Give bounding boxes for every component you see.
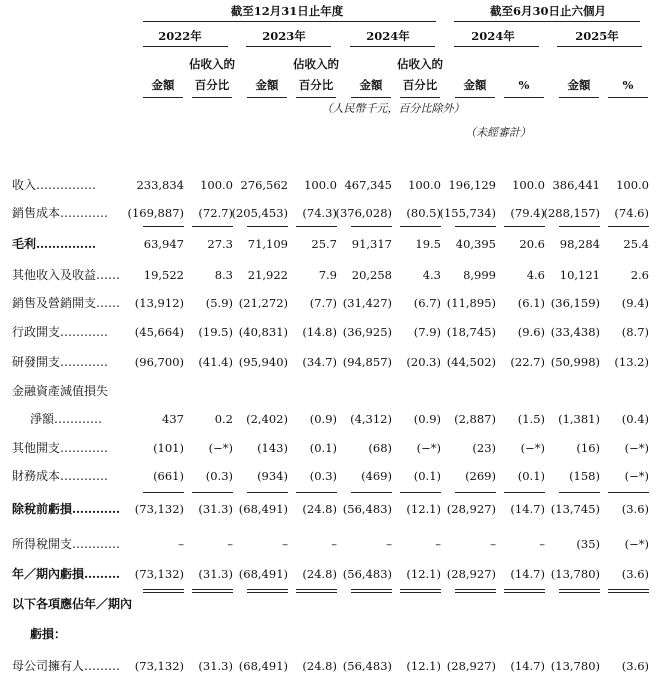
row-cell: (5.9) xyxy=(205,296,233,310)
row-cell: (31.3) xyxy=(198,659,233,673)
row-cell: (14.8) xyxy=(302,325,337,339)
col-pct-2022-l1: 佔收入的 xyxy=(189,57,235,71)
row-cell: (7.9) xyxy=(413,325,441,339)
row-cell: (3.6) xyxy=(621,567,649,581)
row-label: 行政開支………… xyxy=(12,325,109,339)
row-cell: (0.1) xyxy=(517,469,545,483)
row-cell: (12.1) xyxy=(406,502,441,516)
row-label: 銷售及營銷開支…… xyxy=(12,296,121,310)
row-cell: (−*) xyxy=(624,441,649,455)
row-cell: 276,562 xyxy=(240,178,288,192)
row-cell: 386,441 xyxy=(552,178,600,192)
row-cell: (33,438) xyxy=(550,325,600,339)
row-cell: (40,831) xyxy=(238,325,288,339)
row-cell: 437 xyxy=(162,412,184,426)
row-cell: (95,940) xyxy=(238,355,288,369)
row-cell: (35) xyxy=(576,537,600,551)
header-annual-rule xyxy=(143,21,436,22)
table-rule xyxy=(351,226,392,227)
row-cell: (143) xyxy=(257,441,288,455)
row-cell: (269) xyxy=(465,469,496,483)
row-cell: (13,745) xyxy=(550,502,600,516)
rule-col-2 xyxy=(192,97,232,98)
table-rule xyxy=(143,492,184,493)
rule-2022 xyxy=(143,46,228,47)
row-cell: – xyxy=(178,537,184,551)
row-cell: (0.1) xyxy=(413,469,441,483)
col-amount-2025-interim: 金額 xyxy=(567,78,591,92)
row-cell: (14.7) xyxy=(510,502,545,516)
table-rule xyxy=(400,492,441,493)
table-rule xyxy=(455,589,496,590)
row-cell: (−*) xyxy=(624,469,649,483)
row-cell: 233,834 xyxy=(136,178,184,192)
table-rule xyxy=(351,589,392,590)
row-cell: (24.8) xyxy=(302,659,337,673)
table-rule xyxy=(608,226,649,227)
rule-2023 xyxy=(246,46,331,47)
row-cell: 40,395 xyxy=(455,237,496,251)
table-rule xyxy=(296,226,337,227)
row-cell: (376,028) xyxy=(335,206,392,220)
row-cell: (0.4) xyxy=(621,412,649,426)
row-cell: (2,887) xyxy=(454,412,496,426)
row-cell: 63,947 xyxy=(143,237,184,251)
col-pct-2024-l2: 百分比 xyxy=(402,78,438,92)
row-cell: (6.1) xyxy=(517,296,545,310)
row-cell: – xyxy=(227,537,233,551)
row-cell: (12.1) xyxy=(406,567,441,581)
table-rule xyxy=(296,589,337,590)
col-pct-2024-l1: 佔收入的 xyxy=(397,57,443,71)
row-label: 毛利…………… xyxy=(12,237,97,251)
row-cell: (13,912) xyxy=(134,296,184,310)
table-rule xyxy=(400,589,441,590)
row-cell: (4,312) xyxy=(350,412,392,426)
row-cell: (8.7) xyxy=(621,325,649,339)
row-cell: (44,502) xyxy=(446,355,496,369)
row-cell: (16) xyxy=(576,441,600,455)
row-cell: (34.7) xyxy=(302,355,337,369)
row-cell: (0.9) xyxy=(309,412,337,426)
row-cell: (72.7) xyxy=(198,206,233,220)
row-label: 年／期內虧損……… xyxy=(12,567,121,581)
row-cell: (56,483) xyxy=(342,502,392,516)
row-cell: – xyxy=(282,537,288,551)
row-cell: 100.0 xyxy=(616,178,649,192)
row-cell: – xyxy=(539,537,545,551)
row-label: 以下各項應佔年／期內 xyxy=(12,597,133,611)
table-rule xyxy=(559,492,600,493)
row-cell: (−*) xyxy=(416,441,441,455)
row-cell: 25.4 xyxy=(623,237,649,251)
rule-col-7 xyxy=(455,97,495,98)
table-rule xyxy=(192,592,233,593)
row-label: 收入…………… xyxy=(12,178,97,192)
row-cell: (36,159) xyxy=(550,296,600,310)
row-cell: (36,925) xyxy=(342,325,392,339)
col-pct-2024-interim: % xyxy=(518,78,530,92)
table-rule xyxy=(504,592,545,593)
row-cell: (96,700) xyxy=(134,355,184,369)
row-cell: 98,284 xyxy=(559,237,600,251)
row-cell: – xyxy=(435,537,441,551)
header-interim-rule xyxy=(454,21,640,22)
table-rule xyxy=(504,589,545,590)
row-cell: (21,272) xyxy=(238,296,288,310)
table-rule xyxy=(455,226,496,227)
rule-2024-interim xyxy=(454,46,539,47)
row-cell: 100.0 xyxy=(408,178,441,192)
row-cell: (0.9) xyxy=(413,412,441,426)
row-cell: (94,857) xyxy=(342,355,392,369)
year-2025-interim: 2025年 xyxy=(575,29,619,43)
col-amount-2022: 金額 xyxy=(151,78,175,92)
row-cell: (68,491) xyxy=(238,502,288,516)
table-rule xyxy=(608,589,649,590)
row-cell: (31.3) xyxy=(198,502,233,516)
table-rule xyxy=(504,492,545,493)
rule-2024 xyxy=(350,46,435,47)
row-cell: 100.0 xyxy=(304,178,337,192)
col-pct-2025-interim: % xyxy=(622,78,634,92)
row-cell: (68,491) xyxy=(238,659,288,673)
row-cell: (41.4) xyxy=(198,355,233,369)
row-label: 財務成本………… xyxy=(12,469,109,483)
table-rule xyxy=(143,226,184,227)
table-rule xyxy=(247,226,288,227)
row-cell: (14.7) xyxy=(510,659,545,673)
year-2024-interim: 2024年 xyxy=(471,29,515,43)
row-label: 淨額………… xyxy=(30,412,103,426)
row-cell: 4.6 xyxy=(526,268,545,282)
row-cell: 467,345 xyxy=(344,178,392,192)
row-cell: (56,483) xyxy=(342,567,392,581)
row-cell: (24.8) xyxy=(302,567,337,581)
row-cell: (3.6) xyxy=(621,502,649,516)
row-cell: 0.2 xyxy=(214,412,233,426)
row-label: 其他收入及收益…… xyxy=(12,268,121,282)
col-amount-2023: 金額 xyxy=(255,78,279,92)
row-cell: (−*) xyxy=(520,441,545,455)
row-cell: 21,922 xyxy=(247,268,288,282)
table-rule xyxy=(559,592,600,593)
table-rule xyxy=(192,492,233,493)
row-cell: (158) xyxy=(569,469,600,483)
row-cell: (28,927) xyxy=(446,659,496,673)
row-cell: (934) xyxy=(257,469,288,483)
row-cell: (0.1) xyxy=(309,441,337,455)
row-cell: 19,522 xyxy=(143,268,184,282)
row-cell: (20.3) xyxy=(406,355,441,369)
row-cell: (661) xyxy=(153,469,184,483)
col-pct-2023-l1: 佔收入的 xyxy=(293,57,339,71)
table-rule xyxy=(296,492,337,493)
unaudited-note: （未經審計） xyxy=(465,126,531,139)
row-cell: (1.5) xyxy=(517,412,545,426)
table-rule xyxy=(247,589,288,590)
row-cell: 20,258 xyxy=(351,268,392,282)
row-cell: (23) xyxy=(472,441,496,455)
row-cell: (13,780) xyxy=(550,659,600,673)
row-cell: (24.8) xyxy=(302,502,337,516)
table-rule xyxy=(559,589,600,590)
row-cell: (31.3) xyxy=(198,567,233,581)
table-rule xyxy=(559,226,600,227)
row-cell: (74.3) xyxy=(302,206,337,220)
row-cell: (1,381) xyxy=(558,412,600,426)
table-rule xyxy=(608,592,649,593)
table-rule xyxy=(351,492,392,493)
row-cell: (2,402) xyxy=(246,412,288,426)
row-cell: (12.1) xyxy=(406,659,441,673)
row-cell: (14.7) xyxy=(510,567,545,581)
year-2022: 2022年 xyxy=(158,29,202,43)
row-cell: (73,132) xyxy=(134,659,184,673)
row-cell: 27.3 xyxy=(207,237,233,251)
row-label: 研發開支………… xyxy=(12,355,109,369)
table-rule xyxy=(247,492,288,493)
table-rule xyxy=(504,226,545,227)
col-amount-2024-interim: 金額 xyxy=(463,78,487,92)
rule-col-6 xyxy=(400,97,440,98)
row-cell: 20.6 xyxy=(519,237,545,251)
row-label: 所得稅開支………… xyxy=(12,537,121,551)
row-cell: (169,887) xyxy=(127,206,184,220)
row-cell: (0.3) xyxy=(205,469,233,483)
row-cell: (0.3) xyxy=(309,469,337,483)
row-cell: (56,483) xyxy=(342,659,392,673)
year-2023: 2023年 xyxy=(262,29,306,43)
row-cell: – xyxy=(331,537,337,551)
row-cell: (9.4) xyxy=(621,296,649,310)
row-cell: 2.6 xyxy=(630,268,649,282)
row-cell: 25.7 xyxy=(311,237,337,251)
table-rule xyxy=(351,592,392,593)
rule-col-9 xyxy=(559,97,599,98)
rule-2025-interim xyxy=(557,46,642,47)
row-cell: (45,664) xyxy=(134,325,184,339)
row-cell: (68,491) xyxy=(238,567,288,581)
row-cell: (31,427) xyxy=(342,296,392,310)
row-cell: (19.5) xyxy=(198,325,233,339)
row-cell: (73,132) xyxy=(134,502,184,516)
table-rule xyxy=(608,492,649,493)
row-cell: 71,109 xyxy=(247,237,288,251)
row-cell: (28,927) xyxy=(446,502,496,516)
row-cell: 100.0 xyxy=(200,178,233,192)
row-cell: 19.5 xyxy=(415,237,441,251)
row-cell: – xyxy=(386,537,392,551)
row-cell: (73,132) xyxy=(134,567,184,581)
row-cell: (9.6) xyxy=(517,325,545,339)
row-cell: 10,121 xyxy=(559,268,600,282)
table-rule xyxy=(192,589,233,590)
rule-col-5 xyxy=(351,97,391,98)
rule-col-3 xyxy=(247,97,287,98)
row-cell: (13.2) xyxy=(614,355,649,369)
col-pct-2023-l2: 百分比 xyxy=(298,78,334,92)
row-cell: (11,895) xyxy=(446,296,496,310)
row-cell: (79.4) xyxy=(510,206,545,220)
table-rule xyxy=(143,592,184,593)
row-cell: 8,999 xyxy=(463,268,496,282)
row-label: 銷售成本………… xyxy=(12,206,109,220)
year-2024: 2024年 xyxy=(366,29,410,43)
row-cell: (−*) xyxy=(624,537,649,551)
row-cell: (155,734) xyxy=(439,206,496,220)
col-pct-2022-l2: 百分比 xyxy=(194,78,230,92)
row-cell: (3.6) xyxy=(621,659,649,673)
header-interim-group: 截至6月30日止六個月 xyxy=(489,4,607,18)
table-rule xyxy=(192,226,233,227)
row-cell: (68) xyxy=(368,441,392,455)
rule-col-8 xyxy=(504,97,544,98)
row-cell: (469) xyxy=(361,469,392,483)
row-label: 除稅前虧損………… xyxy=(12,502,121,516)
row-label: 金融資產減值損失 xyxy=(12,384,109,398)
table-rule xyxy=(455,492,496,493)
row-cell: (101) xyxy=(153,441,184,455)
table-rule xyxy=(400,592,441,593)
row-label: 虧損： xyxy=(30,627,67,641)
row-cell: (74.6) xyxy=(614,206,649,220)
rule-col-10 xyxy=(608,97,648,98)
row-label: 其他開支………… xyxy=(12,441,109,455)
table-rule xyxy=(400,226,441,227)
row-cell: – xyxy=(490,537,496,551)
table-rule xyxy=(455,592,496,593)
row-cell: 7.9 xyxy=(318,268,337,282)
row-cell: (7.7) xyxy=(309,296,337,310)
row-cell: 100.0 xyxy=(512,178,545,192)
row-cell: (18,745) xyxy=(446,325,496,339)
row-label: 母公司擁有人……… xyxy=(12,659,121,673)
row-cell: (22.7) xyxy=(510,355,545,369)
row-cell: 91,317 xyxy=(351,237,392,251)
col-amount-2024: 金額 xyxy=(359,78,383,92)
row-cell: (50,998) xyxy=(550,355,600,369)
row-cell: (−*) xyxy=(208,441,233,455)
rule-col-1 xyxy=(143,97,183,98)
row-cell: (6.7) xyxy=(413,296,441,310)
table-rule xyxy=(143,589,184,590)
row-cell: (13,780) xyxy=(550,567,600,581)
row-cell: (205,453) xyxy=(231,206,288,220)
row-cell: (288,157) xyxy=(543,206,600,220)
currency-note: （人民幣千元，百分比除外） xyxy=(321,102,465,115)
row-cell: (80.5) xyxy=(406,206,441,220)
row-cell: 196,129 xyxy=(448,178,496,192)
row-cell: 8.3 xyxy=(214,268,233,282)
row-cell: (28,927) xyxy=(446,567,496,581)
row-cell: 4.3 xyxy=(422,268,441,282)
rule-col-4 xyxy=(296,97,336,98)
table-rule xyxy=(296,592,337,593)
header-annual-group: 截至12月31日止年度 xyxy=(230,4,344,18)
table-rule xyxy=(247,592,288,593)
